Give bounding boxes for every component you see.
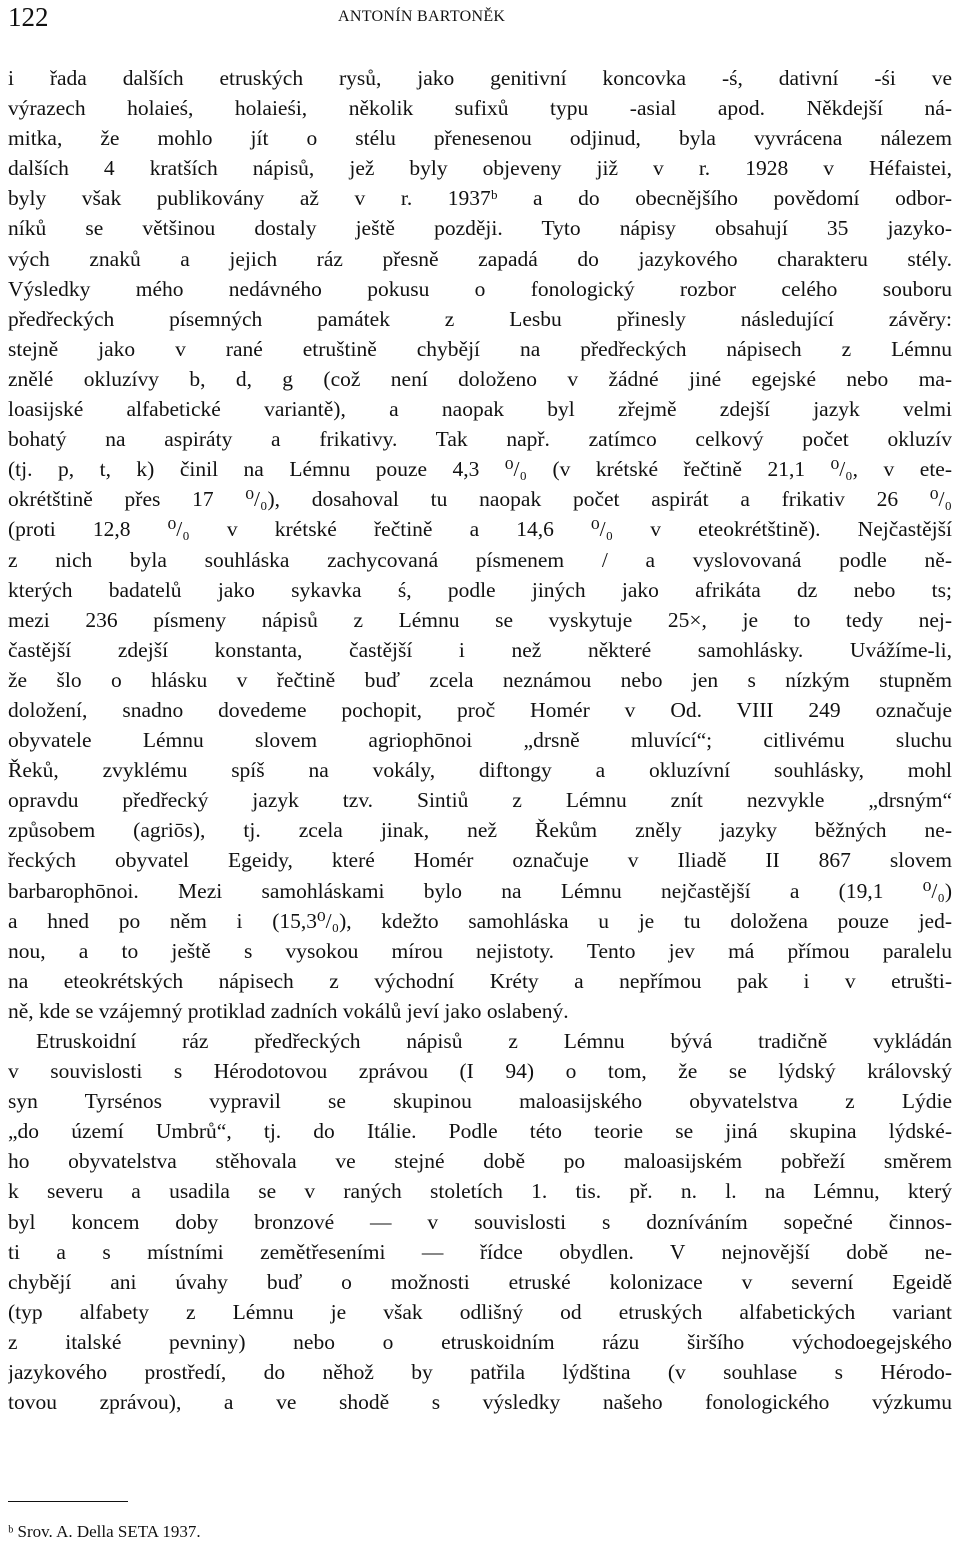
text-line: „do území Umbrů“, tj. do Itálie. Podle této teorie se jiná skupina lýdské- (8, 1119, 952, 1144)
text-line: častější zdejší konstanta, častější i než některé samohlásky. Uvážíme-li, (8, 637, 952, 662)
text-line: nou, a to ještě s vysokou mírou nejistoty. Tento jev má přímou paralelu (8, 938, 952, 963)
text-line: opravdu předřecký jazyk tzv. Sintiů z Lémnu znít nezvykle „drsným“ (8, 788, 952, 813)
text-line: znělé okluzívy b, d, g (což není doloženo v žádné jiné egejské nebo ma- (8, 366, 952, 391)
text-line: kterých badatelů jako sykavka ś, podle jiných jako afrikáta dz nebo ts; (8, 577, 952, 602)
text-line: tovou zprávou), a ve shodě s výsledky našeho fonologického výzkumu (8, 1390, 952, 1415)
text-line: bohatý na aspiráty a frikativy. Tak např. zatímco celkový počet okluzív (8, 427, 952, 452)
text-line: ho obyvatelstva stěhovala ve stejné době po maloasijském pobřeží směrem (8, 1149, 952, 1174)
text-line: (tj. p, t, k) činil na Lémnu pouze 4,3 ⁰/₀ (v krétské řečtině 21,1 ⁰/₀, v ete- (8, 457, 952, 482)
text-line: že šlo o hlásku v řečtině buď zcela neznámou nebo jen s nízkým stupněm (8, 667, 952, 692)
text-line: předřeckých písemných památek z Lesbu přinesly následující závěry: (8, 306, 952, 331)
text-line: ti a s místními zemětřeseními — řídce obydlen. V nejnovější době ne- (8, 1239, 952, 1264)
text-line: z nich byla souhláska zachycovaná písmenem / a vyslovovaná podle ně- (8, 547, 952, 572)
text-line: syn Tyrsénos vypravil se skupinou maloasijského obyvatelstva z Lýdie (8, 1089, 952, 1114)
text-line: dalších 4 kratších nápisů, jež byly objeveny již v r. 1928 v Héfaistei, (8, 156, 952, 181)
text-line: k severu a usadila se v raných stoletích 1. tis. př. n. l. na Lémnu, který (8, 1179, 952, 1204)
text-line: mitka, že mohlo jít o stélu přenesenou odjinud, byla vyvrácena nálezem (8, 126, 952, 151)
text-line: způsobem (agriōs), tj. zcela jinak, než Řekům zněly jazyky běžných ne- (8, 818, 952, 843)
text-line: jazykového prostředí, do něhož by patřila lýdština (v souhlase s Hérodo- (8, 1360, 952, 1385)
text-line: na eteokrétských nápisech z východní Kréty a nepřímou pak i v etrušti- (8, 968, 952, 993)
text-line: níků se většinou dostaly ještě později. Tyto nápisy obsahují 35 jazyko- (8, 216, 952, 241)
body-text (8, 63, 952, 1417)
text-line: chybějí ani úvahy buď o možnosti etruské kolonizace v severní Egeidě (8, 1269, 952, 1294)
text-line: Etruskoidní ráz předřeckých nápisů z Lémnu bývá tradičně vykládán (36, 1029, 952, 1053)
text-line: vých znaků a jejich ráz přesně zapadá do jazykového charakteru stély. (8, 246, 952, 271)
text-line: (typ alfabety z Lémnu je však odlišný od etruských alfabetických variant (8, 1299, 952, 1324)
text-line: okrétštině přes 17 ⁰/₀), dosahoval tu naopak počet aspirát a frikativ 26 ⁰/₀ (8, 487, 952, 512)
text-line: loasijské alfabetické variantě), a naopak byl zřejmě zdejší jazyk velmi (8, 397, 952, 422)
text-line: obyvatele Lémnu slovem agriophōnoi „drsně mluvící“; citlivému sluchu (8, 728, 952, 753)
text-line: a hned po něm i (15,3⁰/₀), kdežto samohláska u je tu doložena pouze jed- (8, 908, 952, 933)
text-line: v souvislosti s Hérodotovou zprávou (I 94) o tom, že se lýdský královský (8, 1059, 952, 1084)
text-line: byly však publikovány až v r. 1937ᵇ a do obecnějšího povědomí odbor- (8, 186, 952, 211)
text-line: z italské pevniny) nebo o etruskoidním rázu širšího východoegejského (8, 1329, 952, 1354)
text-line: doložení, snadno dovedeme pochopit, proč Homér v Od. VIII 249 označuje (8, 697, 952, 722)
footnote: ᵇ Srov. A. Della SETA 1937. (8, 1522, 201, 1541)
footnote-divider (8, 1501, 128, 1502)
running-head: ANTONÍN BARTONĚK (338, 8, 506, 25)
text-line: barbarophōnoi. Mezi samohláskami bylo na Lémnu nejčastější a (19,1 ⁰/₀) (8, 878, 952, 903)
text-line: výrazech holaieś, holaieśi, několik sufixů typu -asial apod. Někdejší ná- (8, 96, 952, 121)
page-header (8, 2, 952, 32)
text-line: (proti 12,8 ⁰/₀ v krétské řečtině a 14,6 ⁰/₀ v eteokrétštině). Nejčastější (8, 517, 952, 542)
text-line: Výsledky mého nedávného pokusu o fonologický rozbor celého souboru (8, 276, 952, 301)
text-line: Řeků, zvyklému spíš na vokály, diftongy a okluzívní souhlásky, mohl (8, 758, 952, 783)
text-line: mezi 236 písmeny nápisů z Lémnu se vyskytuje 25×, je to tedy nej- (8, 607, 952, 632)
text-line: stejně jako v rané etruštině chybějí na předřeckých nápisech z Lémnu (8, 336, 952, 361)
text-line: i řada dalších etruských rysů, jako genitivní koncovka -ś, dativní -śi ve (8, 66, 952, 90)
page-number: 122 (8, 2, 49, 32)
text-line: byl koncem doby bronzové — v souvislosti s dozníváním sopečné činnos- (8, 1209, 952, 1234)
text-line: řeckých obyvatel Egeidy, které Homér označuje v Iliadě II 867 slovem (8, 848, 952, 873)
text-line: ně, kde se vzájemný protiklad zadních vokálů jeví jako oslabený. (8, 998, 569, 1023)
